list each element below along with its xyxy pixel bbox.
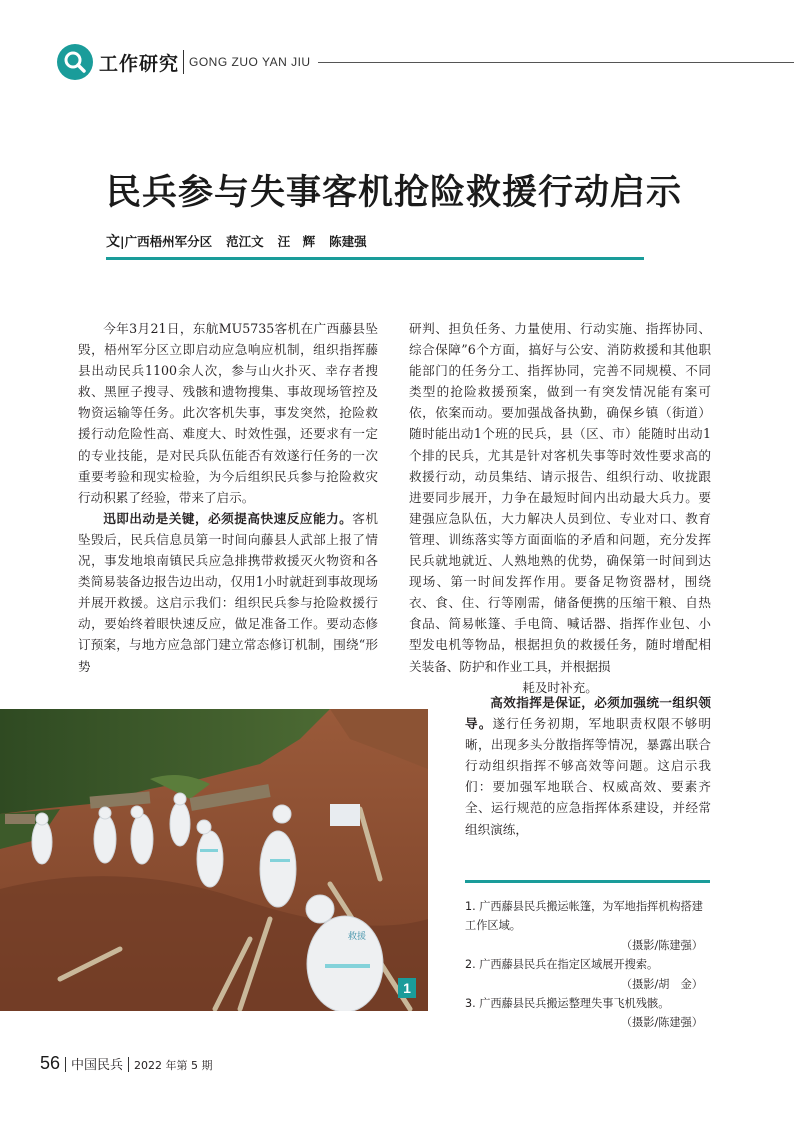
body-column-lower	[465, 692, 711, 840]
byline-prefix: 文	[106, 234, 120, 250]
body-paragraph	[465, 692, 711, 840]
paragraph-text: 遂行任务初期，军地职责权限不够明晰，出现多头分散指挥等情况，暴露出联合行动组织指挥不够高效等问题。这启示我们：要加强军地联合、权威高效、要素齐全、运行规范的应急指挥体系建设，并经常组织演练，	[465, 716, 712, 837]
magazine-name: 中国民兵	[71, 1058, 124, 1073]
photo-number-badge: 1	[398, 978, 416, 998]
search-icon	[57, 44, 93, 80]
issue-label: 2022 年第 5 期	[134, 1059, 213, 1072]
section-title: 工作研究	[99, 53, 180, 75]
page-footer	[40, 1053, 213, 1074]
caption-text: 2. 广西藤县民兵在指定区域展开搜索。	[465, 958, 659, 972]
body-paragraph: 研判、担负任务、力量使用、行动实施、指挥协同、综合保障”6个方面，搞好与公安、消防救援和其他职能部门的任务分工、指挥协同，完善不同规模、不同类型的抢险救援预案，做到一有突发情况能有案可依，依案而动。要加强战备执勤，确保乡镇（街道）随时能出动1个班的民兵，县（区、市）能随时出动1个排的民兵，尤其是针对客机失事等时效性要求高的救援行动，动员集结、请示报告、组织行动、收拢跟进要同步展开，力争在最短时间内出动最大兵力。要建强应急队伍，大力解决人员到位、专业对口、教育管理、训练落实等方面面临的矛盾和问题，充分发挥民兵就地就近、人熟地熟的优势，确保第一时间到达现场、第一时间发挥作用。要备足物资器材，围绕衣、食、住、行等刚需，储备便携的压缩干粮、自热食品、简易帐篷、手电筒、喊话器、指挥作业包、小型发电机等物品，根据担负的救援任务，随时增配相关装备、防护和作业工具，并根据损	[409, 321, 711, 674]
photo-captions	[465, 897, 713, 1033]
title-rule	[106, 257, 644, 260]
caption-rule	[465, 880, 710, 883]
paragraph-heading: 迅即出动是关键，必须提高快速反应能力。	[103, 510, 353, 526]
header-divider	[183, 50, 184, 74]
byline-organization: 广西梧州军分区	[124, 234, 213, 249]
footer-divider	[65, 1057, 66, 1072]
body-paragraph-tail: 耗及时补充。	[522, 679, 598, 695]
article-title: 民兵参与失事客机抢险救援行动启示	[106, 173, 683, 213]
footer-divider	[128, 1057, 129, 1072]
caption-credit: （摄影/胡 金）	[620, 977, 703, 991]
caption-text: 3. 广西藤县民兵搬运整理失事飞机残骸。	[465, 997, 670, 1011]
body-column-right	[409, 318, 711, 698]
caption-credit: （摄影/陈建强）	[620, 1016, 703, 1030]
section-pinyin: GONG ZUO YAN JIU	[189, 55, 311, 69]
author-name: 汪 辉	[277, 234, 316, 249]
byline: 文|广西梧州军分区 范江文 汪 辉 陈建强	[106, 234, 367, 250]
body-paragraph	[78, 508, 378, 677]
photo-rescue-scene	[0, 709, 428, 1011]
body-paragraph: 今年3月21日，东航MU5735客机在广西藤县坠毁，梧州军分区立即启动应急响应机制，组织指挥藤县出动民兵1100余人次，参与山火扑灭、幸存者搜救、黑匣子搜寻、残骸和遗物搜集、事故现场管控及物资运输等任务。此次客机失事，事发突然，抢险救援行动危险性高、难度大、时效性强，还要求有一定的专业技能，是对民兵队伍能否有效遂行任务的一次重要考验和现实检验，为今后组织民兵参与抢险救灾行动积累了经验，带来了启示。	[78, 321, 378, 505]
caption-text: 1. 广西藤县民兵搬运帐篷，为军地指挥机构搭建工作区域。	[465, 900, 703, 933]
paragraph-heading: 高效指挥是保证，必须加强统一组织领导。	[465, 695, 711, 732]
paragraph-text: 客机坠毁后，民兵信息员第一时间向藤县人武部上报了情况，事发地埌南镇民兵应急排携带救援灭火物资和各类简易装备边报告边出动，仅用1小时就赶到事故现场并展开救援。这启示我们：组织民兵参与抢险救援行动，要始终着眼快速反应，做足准备工作。要动态修订预案，与地方应急部门建立常态修订机制，围绕“形势	[78, 510, 379, 674]
body-column-left	[78, 318, 378, 677]
author-name: 陈建强	[329, 234, 367, 249]
page-number: 56	[40, 1053, 61, 1073]
suit-tag-text: 救援	[348, 932, 367, 942]
author-name: 范江文	[226, 234, 264, 249]
header-rule	[318, 62, 794, 63]
caption-credit: （摄影/陈建强）	[620, 938, 703, 952]
